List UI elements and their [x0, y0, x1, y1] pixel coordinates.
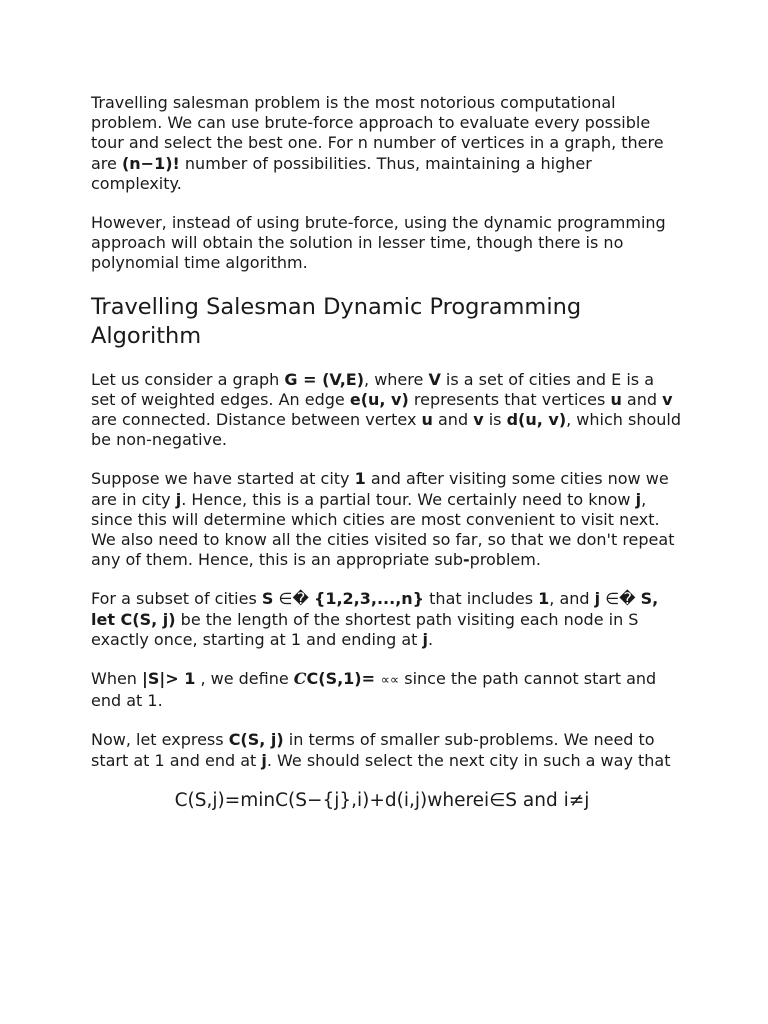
bold-run: u: [421, 410, 433, 430]
intro-paragraph: [91, 93, 681, 194]
text-run: . Hence, this is a partial tour. We certainly need to know: [181, 489, 636, 509]
text-run: since the path cannot start and end at 1.: [91, 669, 657, 711]
text-run: is a set of cities and E is a set of weighted edges. An edge: [91, 369, 654, 409]
text-run: , which should be non-negative.: [91, 410, 681, 450]
bold-run: |S|> 1: [142, 669, 196, 689]
document-page: [91, 93, 681, 813]
bold-run: G = (V,E): [284, 369, 365, 389]
text-run: , and: [549, 589, 595, 609]
graph-definition-paragraph: [91, 370, 681, 451]
text-run: Let us consider a graph: [91, 369, 285, 389]
text-run: , we define: [195, 669, 294, 689]
bold-run: j: [422, 629, 428, 649]
text-run: in terms of smaller sub-problems. We need to start at 1 and end at: [91, 730, 655, 770]
bold-run: {1,2,3,...,n}: [313, 589, 425, 609]
text-run: Travelling salesman problem is the most notorious computational problem. We can use brute-force approach to evaluate every possible tour and select the best one. For n number of vertices in a graph, there are: [91, 93, 664, 173]
bold-run: j: [594, 589, 601, 609]
bold-run: v: [473, 410, 484, 430]
text-run: .: [427, 629, 434, 649]
text-run: are connected. Distance between vertex: [91, 410, 422, 430]
text-run: ∈�: [600, 589, 641, 609]
text-run: For a subset of cities: [91, 589, 262, 609]
text-run: Now, let express: [91, 730, 229, 750]
recurrence-formula: C(S,j)=minC(S−{j},i)+d(i,j)wherei∈S and i≠j: [174, 789, 590, 811]
text-run: ∈�: [273, 589, 314, 609]
text-run: problem.: [469, 550, 541, 570]
infinity-symbol: ∝∝: [380, 673, 400, 689]
bold-run: C(S,1)=: [306, 669, 381, 689]
bold-run: 1: [538, 589, 550, 609]
dynamic-programming-paragraph: [91, 213, 681, 274]
text-run: , since this will determine which cities are most convenient to visit next. We also need to know all the cities visited so far, so that we don't repeat any of them. Hence, this is an appropriate sub: [91, 489, 675, 570]
text-run: and: [621, 389, 663, 409]
section-heading: Travelling Salesman Dynamic Programming Algorithm: [91, 293, 582, 349]
text-run: represents that vertices: [408, 389, 611, 409]
text-run: , where: [364, 369, 429, 389]
bold-run: j: [635, 489, 642, 509]
text-run: . We should select the next city in such a way that: [266, 750, 671, 770]
bold-run: C(S, j): [228, 730, 284, 750]
bold-run: j: [175, 489, 182, 509]
bold-run: u: [610, 389, 622, 409]
text-run: Suppose we have started at city: [91, 469, 355, 489]
recurrence-paragraph: [91, 730, 681, 770]
text-run: number of possibilities. Thus, maintaining a higher complexity.: [91, 153, 592, 193]
text-run: is: [483, 410, 507, 430]
text-run: that includes: [424, 589, 539, 609]
math-symbol: C: [293, 669, 307, 689]
text-run: and: [432, 410, 474, 430]
subset-definition-paragraph: [91, 589, 681, 650]
bold-run: S, let C(S, j): [91, 589, 659, 629]
bold-run: S: [261, 589, 274, 609]
bold-run: d(u, v): [506, 410, 567, 430]
text-run: be the length of the shortest path visiting each node in S exactly once, starting at 1 and ending at: [91, 609, 639, 649]
text-run: However, instead of using brute-force, using the dynamic programming approach will obtain the solution in lesser time, though there is no polynomial time algorithm.: [91, 213, 666, 273]
partial-tour-paragraph: [91, 469, 681, 570]
base-case-paragraph: [91, 669, 681, 711]
bold-run: j: [261, 750, 267, 770]
bold-run: e(u, v): [349, 389, 409, 409]
text-run: When: [91, 669, 143, 689]
bold-run: -: [462, 550, 470, 570]
bold-run: V: [428, 369, 441, 389]
bold-run: v: [662, 389, 673, 409]
bold-run: (n−1)!: [121, 153, 180, 173]
bold-run: 1: [354, 469, 366, 489]
text-run: and after visiting some cities now we are in city: [91, 469, 669, 509]
